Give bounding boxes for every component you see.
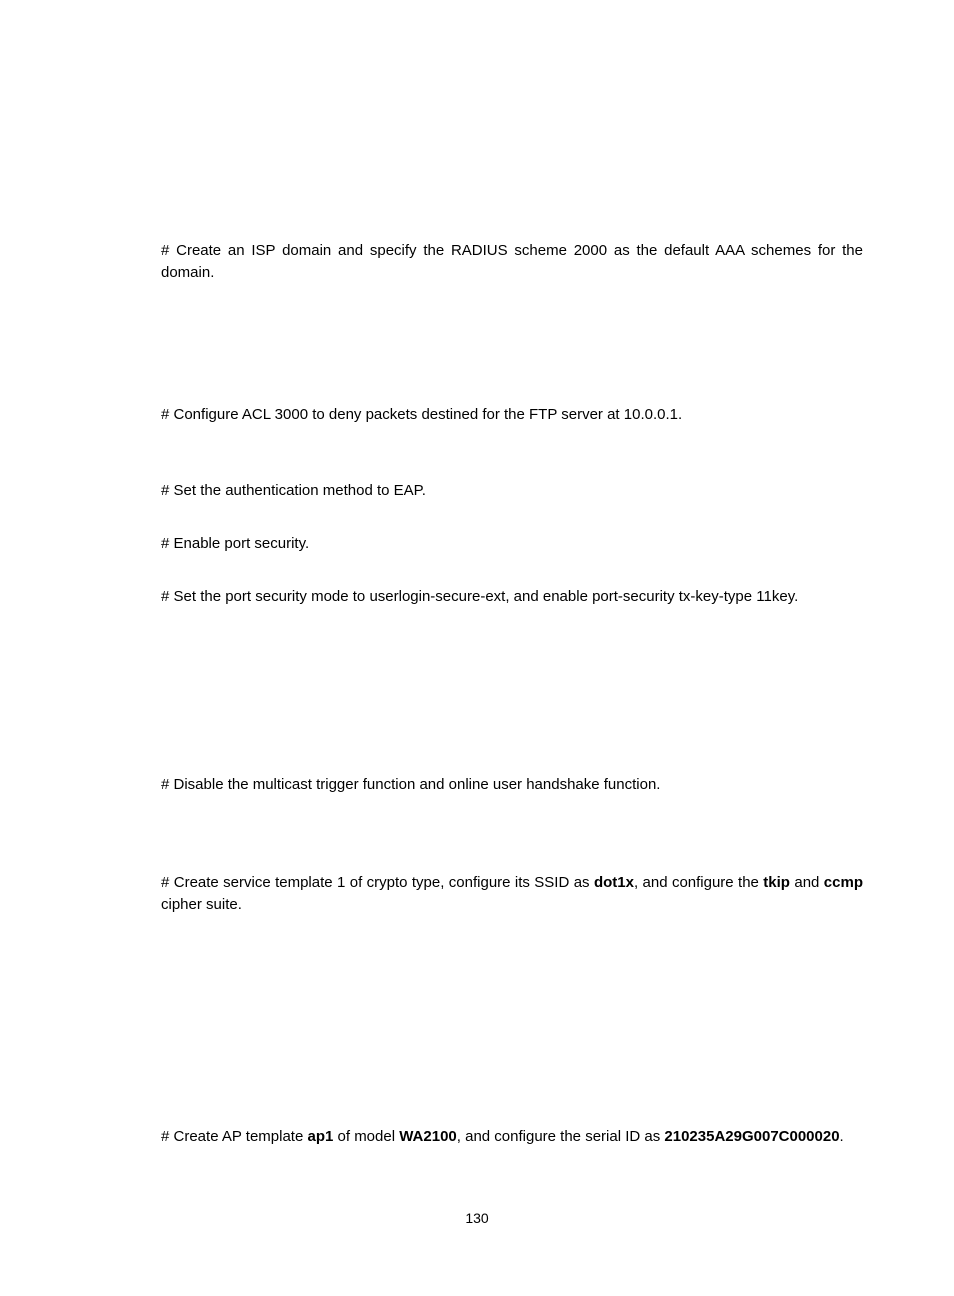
auth-method-paragraph: # Set the authentication method to EAP.: [161, 482, 426, 499]
cipher-ccmp: ccmp: [823, 874, 863, 891]
ap-template-paragraph: [161, 1126, 863, 1148]
ap-template-name: ap1: [307, 1128, 334, 1145]
ap-template-end: .: [839, 1128, 844, 1145]
cipher-tkip: tkip: [763, 874, 790, 891]
service-template-and: and: [789, 874, 824, 891]
service-template-prefix: # Create service template 1 of crypto type, configure its SSID as: [161, 874, 594, 891]
page-number: 130: [465, 1210, 489, 1226]
ap-serial: 210235A29G007C000020: [664, 1128, 840, 1145]
ap-serial-text: , and configure the serial ID as: [456, 1128, 665, 1145]
ap-template-prefix: # Create AP template: [161, 1128, 308, 1145]
acl-paragraph: # Configure ACL 3000 to deny packets destined for the FTP server at 10.0.0.1.: [161, 406, 683, 423]
port-security-paragraph: # Enable port security.: [161, 535, 310, 552]
ap-model-text: of model: [333, 1128, 400, 1145]
isp-domain-paragraph: # Create an ISP domain and specify the RADIUS scheme 2000 as the default AAA schemes for the domain.: [161, 242, 863, 281]
ssid-value: dot1x: [593, 874, 634, 891]
service-template-suffix: cipher suite.: [161, 896, 242, 913]
ap-model: WA2100: [399, 1128, 457, 1145]
port-security-mode-paragraph: # Set the port security mode to userlogin-secure-ext, and enable port-security tx-key-type 11key.: [161, 588, 799, 605]
service-template-middle: , and configure the: [633, 874, 764, 891]
multicast-paragraph: # Disable the multicast trigger function and online user handshake function.: [161, 776, 661, 793]
service-template-paragraph: [161, 872, 863, 916]
